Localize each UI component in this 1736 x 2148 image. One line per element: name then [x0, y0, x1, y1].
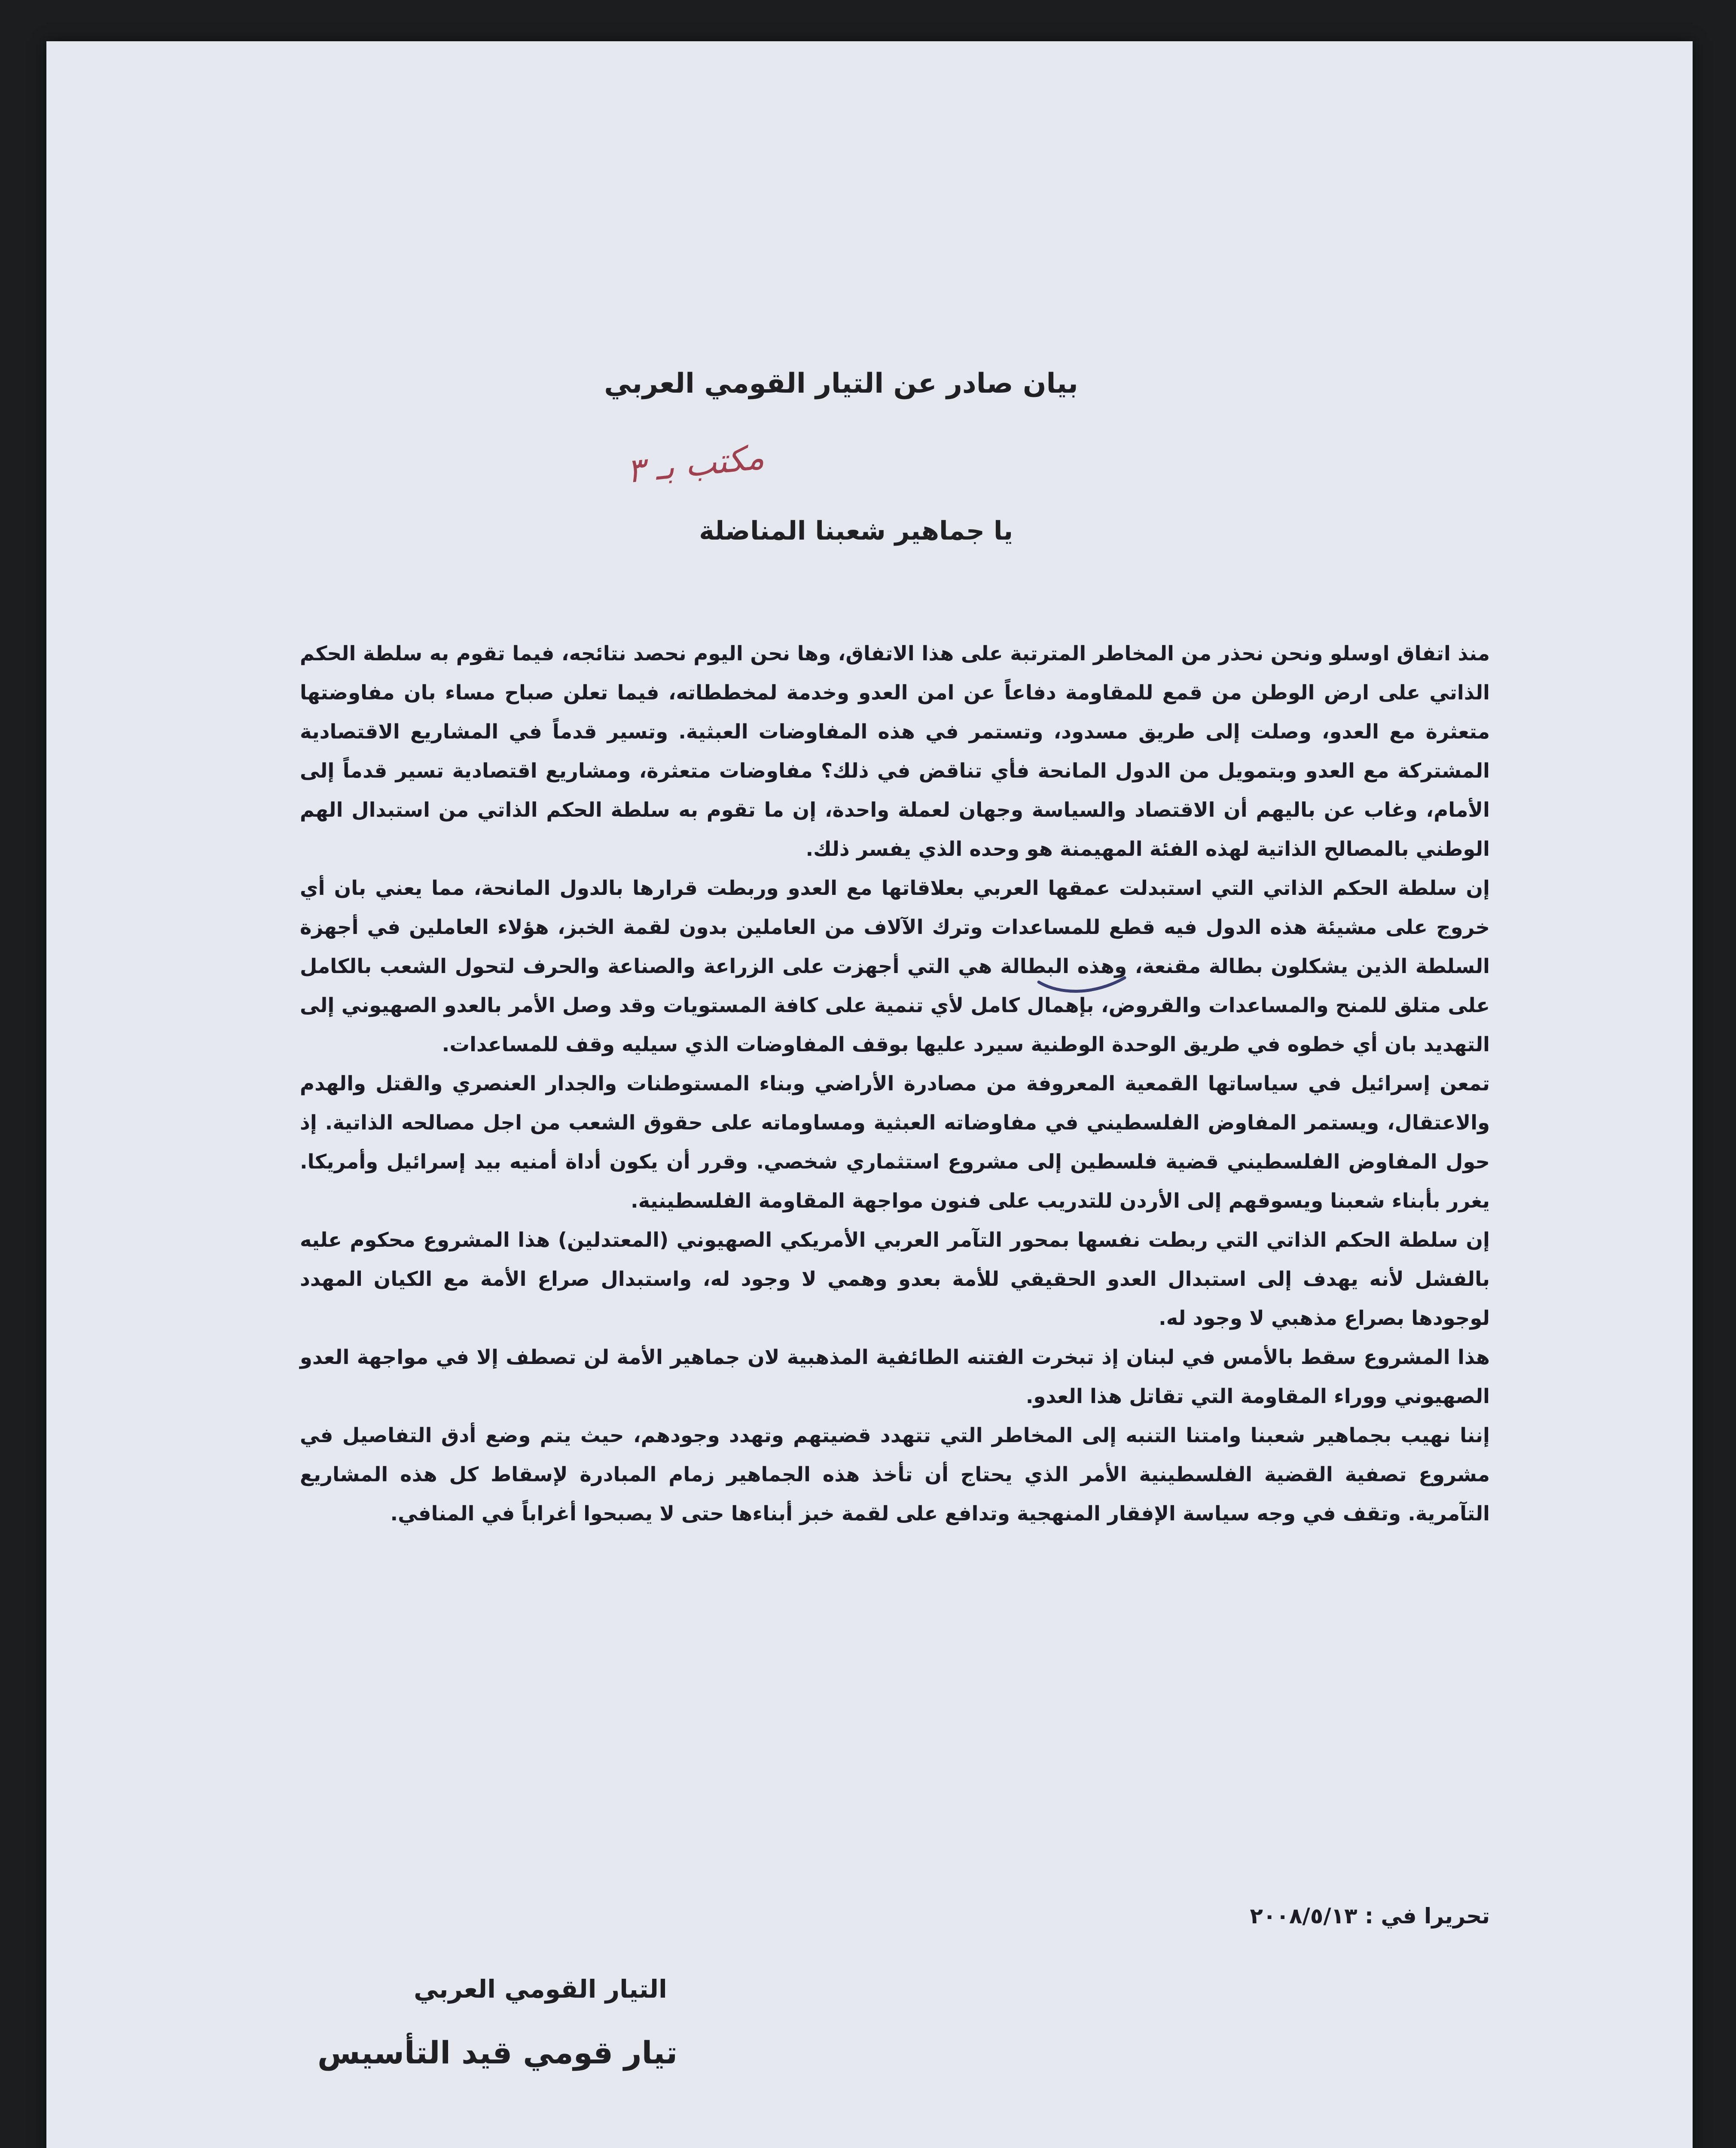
pen-underline-mark — [1034, 965, 1129, 999]
statement-body — [300, 634, 1490, 1533]
document-title: بيان صادر عن التيار القومي العربي — [604, 368, 1078, 400]
salutation: يا جماهير شعبنا المناضلة — [699, 516, 1013, 546]
signature-subtitle: تيار قومي قيد التأسيس — [317, 2035, 678, 2071]
signature-organization: التيار القومي العربي — [414, 1974, 667, 2004]
document-page — [46, 41, 1693, 2148]
paragraph: إننا نهيب بجماهير شعبنا وامتنا التنبه إلى المخاطر التي تتهدد قضيتهم وتهدد وجودهم، حيث يتم وضع أدق التفاصيل في مشروع تصفية القضية الفلسطينية الأمر الذي يحتاج أن تأخذ هذه الجماهير زمام المبادرة لإسقاط كل هذه المشاريع التآمرية. وتقف في وجه سياسة الإفقار المنهجية وتدافع على لقمة خبز أبناءها حتى لا يصبحوا أغراباً في المنافي. — [300, 1424, 1490, 1525]
paragraph: منذ اتفاق اوسلو ونحن نحذر من المخاطر المترتبة على هذا الاتفاق، وها نحن اليوم نحصد نتائجه، فيما تقوم به سلطة الحكم الذاتي على ارض الوطن من قمع للمقاومة دفاعاً عن امن العدو وخدمة لمخططاته، فيما تعلن صباح مساء بان مفاوضتها متعثرة مع العدو، وصلت إلى طريق مسدود، وتستمر في هذه المفاوضات العبثية. وتسير قدماً في المشاريع الاقتصادية المشتركة مع العدو وبتمويل من الدول المانحة فأي تناقض في ذلك؟ مفاوضات متعثرة، ومشاريع اقتصادية تسير قدماً إلى الأمام، وغاب عن باليهم أن الاقتصاد والسياسة وجهان لعملة واحدة، إن ما تقوم به سلطة الحكم الذاتي من استبدال الهم الوطني بالمصالح الذاتية لهذه الفئة المهيمنة هو وحده الذي يفسر ذلك. — [300, 642, 1490, 860]
paragraph: هذا المشروع سقط بالأمس في لبنان إذ تبخرت الفتنه الطائفية المذهبية لان جماهير الأمة لن تصطف إلا في مواجهة العدو الصهيوني ووراء المقاومة التي تقاتل هذا العدو. — [300, 1346, 1490, 1408]
date-line: تحريرا في : ٢٠٠٨/٥/١٣ — [1250, 1904, 1490, 1928]
paragraph: إن سلطة الحكم الذاتي التي استبدلت عمقها العربي بعلاقاتها مع العدو وربطت قرارها بالدول المانحة، مما يعني بان أي خروج على مشيئة هذه الدول فيه قطع للمساعدات وترك الآلاف من العاملين بدون لقمة الخبز، هؤلاء العاملين في أجهزة السلطة الذين يشكلون بطالة مقنعة، وهذه البطالة هي التي أجهزت على الزراعة والصناعة والحرف لتحول الشعب بالكامل على متلق للمنح والمساعدات والقروض، بإهمال كامل لأي تنمية على كافة المستويات وقد وصل الأمر بالعدو الصهيوني إلى التهديد بان أي خطوه في طريق الوحدة الوطنية سيرد عليها بوقف المفاوضات الذي سيليه وقف للمساعدات. — [300, 876, 1490, 1056]
paragraph: إن سلطة الحكم الذاتي التي ربطت نفسها بمحور التآمر العربي الأمريكي الصهيوني (المعتدلين) هذا المشروع محكوم عليه بالفشل لأنه يهدف إلى استبدال العدو الحقيقي للأمة بعدو وهمي لا وجود له، واستبدال صراع الأمة مع الكيان المهدد لوجودها بصراع مذهبي لا وجود له. — [300, 1228, 1490, 1330]
paragraph: تمعن إسرائيل في سياساتها القمعية المعروفة من مصادرة الأراضي وبناء المستوطنات والجدار العنصري والقتل والهدم والاعتقال، ويستمر المفاوض الفلسطيني في مفاوضاته العبثية ومساوماته على حقوق الشعب من اجل مصالحه الذاتية. إذ حول المفاوض الفلسطيني قضية فلسطين إلى مشروع استثماري شخصي. وقرر أن يكون أداة أمنيه بيد إسرائيل وأمريكا. يغرر بأبناء شعبنا ويسوقهم إلى الأردن للتدريب على فنون مواجهة المقاومة الفلسطينية. — [300, 1072, 1490, 1212]
handwritten-annotation: مكتب بـ ٣ — [625, 438, 766, 491]
